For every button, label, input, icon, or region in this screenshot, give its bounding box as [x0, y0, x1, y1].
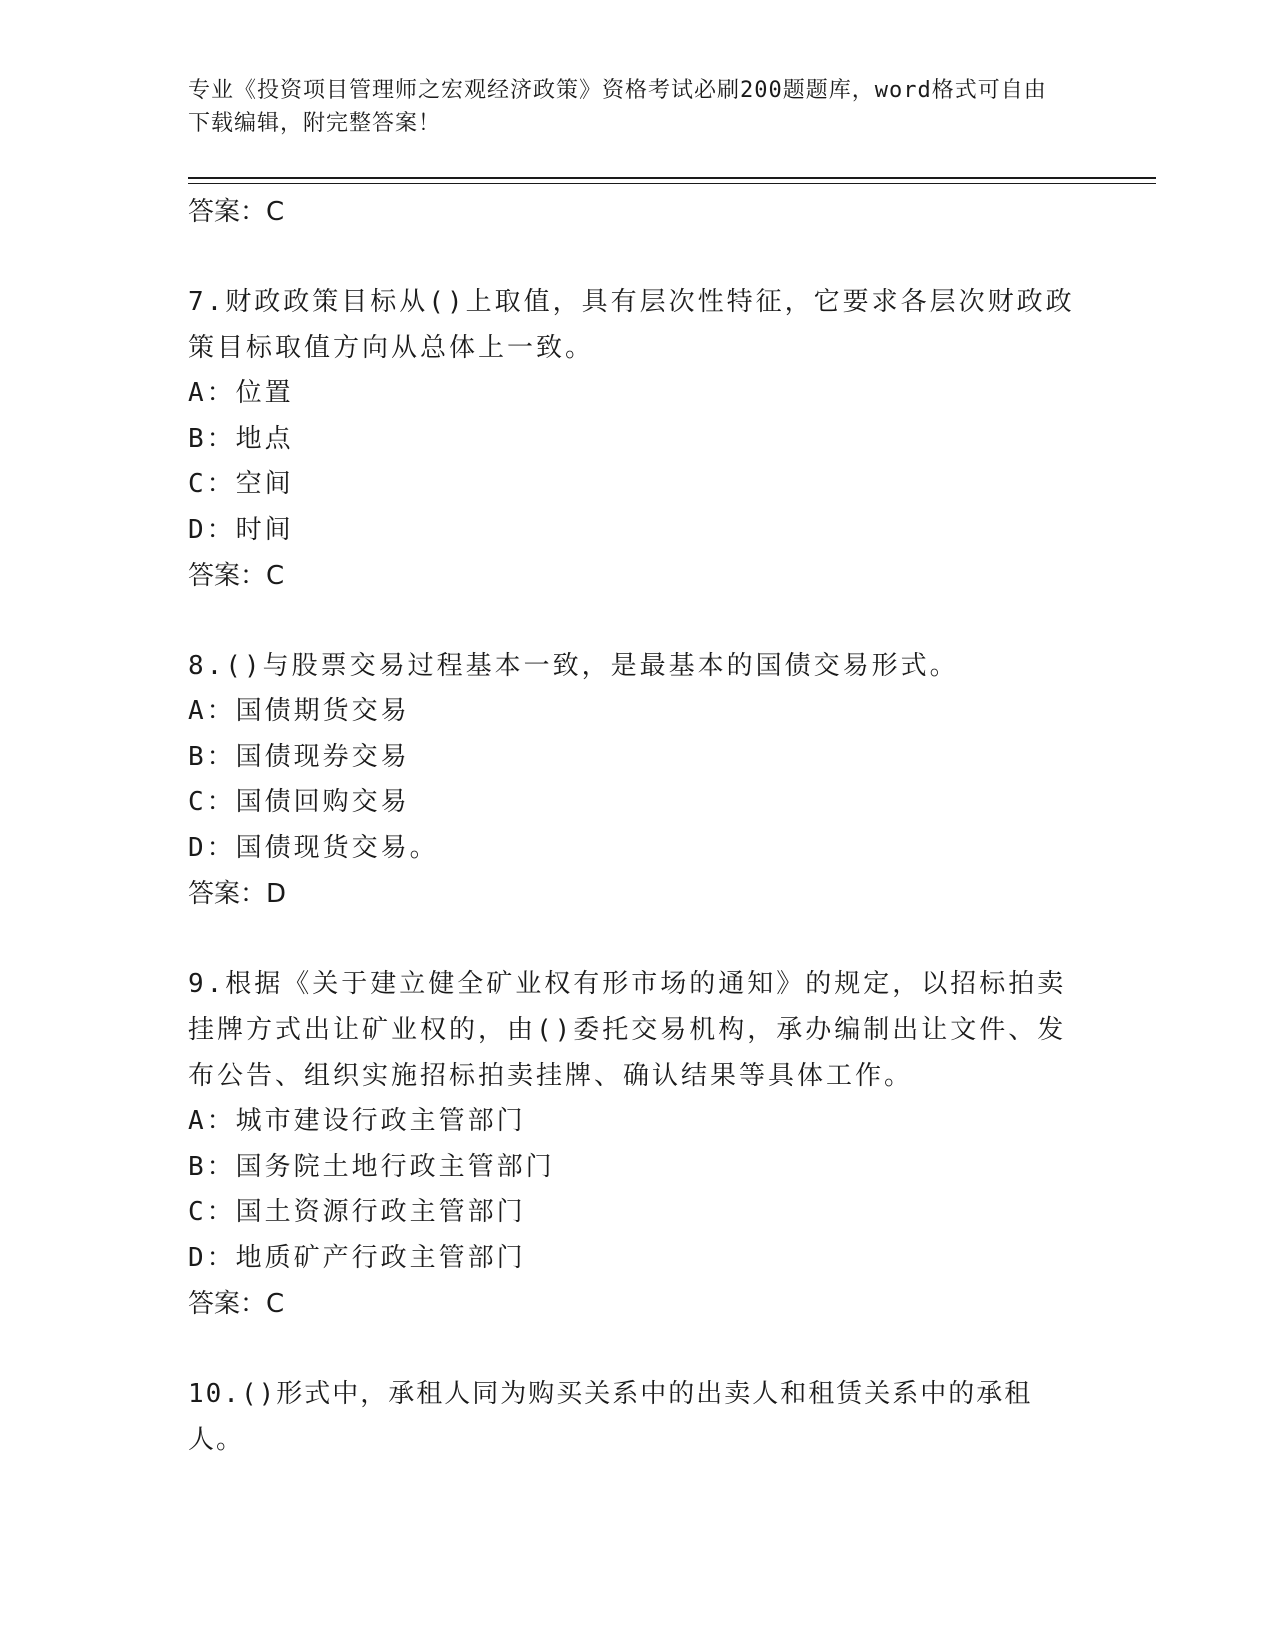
- answer-option: A：国债期货交易: [188, 696, 410, 726]
- answer-option: A：位置: [188, 378, 294, 408]
- answer-option: D：地质矿产行政主管部门: [188, 1242, 526, 1273]
- header-divider-thin: [188, 183, 1156, 184]
- answer-option: C：空间: [188, 469, 294, 499]
- question-text: 10.()形式中，承租人同为购买关系中的出卖人和租赁关系中的承租人。: [188, 1379, 1033, 1455]
- question-item: [188, 1371, 1088, 1463]
- answer-line: 答案：C: [188, 1289, 285, 1319]
- answer-option: B：地点: [188, 423, 294, 454]
- answer-option: B：国债现券交易: [188, 741, 410, 772]
- answer-option: B：国务院土地行政主管部门: [188, 1151, 555, 1182]
- question-item: [188, 279, 1088, 599]
- header-divider-thick: [188, 177, 1156, 179]
- answer-line: 答案：D: [188, 879, 287, 909]
- answer-option: D：时间: [188, 514, 294, 545]
- question-text: 7.财政政策目标从()上取值，具有层次性特征，它要求各层次财政政策目标取值方向从总体上一致。: [188, 287, 1075, 363]
- answer-option: C：国债回购交易: [188, 787, 410, 817]
- question-text: 9.根据《关于建立健全矿业权有形市场的通知》的规定，以招标拍卖挂牌方式出让矿业权的，由()委托交易机构，承办编制出让文件、发布公告、组织实施招标拍卖挂牌、确认结果等具体工作。: [188, 969, 1067, 1091]
- page-header: 专业《投资项目管理师之宏观经济政策》资格考试必刷200题题库，word格式可自由下载编辑，附完整答案！: [188, 78, 1047, 136]
- question-item: [188, 643, 1088, 917]
- answer-option: A：城市建设行政主管部门: [188, 1106, 526, 1136]
- question-text: 8.()与股票交易过程基本一致，是最基本的国债交易形式。: [188, 651, 959, 681]
- answer-option: D：国债现货交易。: [188, 832, 439, 863]
- answer-line: 答案：C: [188, 561, 285, 591]
- answer-option: C：国土资源行政主管部门: [188, 1197, 526, 1227]
- question-list: [188, 189, 1088, 1463]
- question-item: [188, 961, 1088, 1327]
- answer-line: 答案：C: [188, 197, 285, 227]
